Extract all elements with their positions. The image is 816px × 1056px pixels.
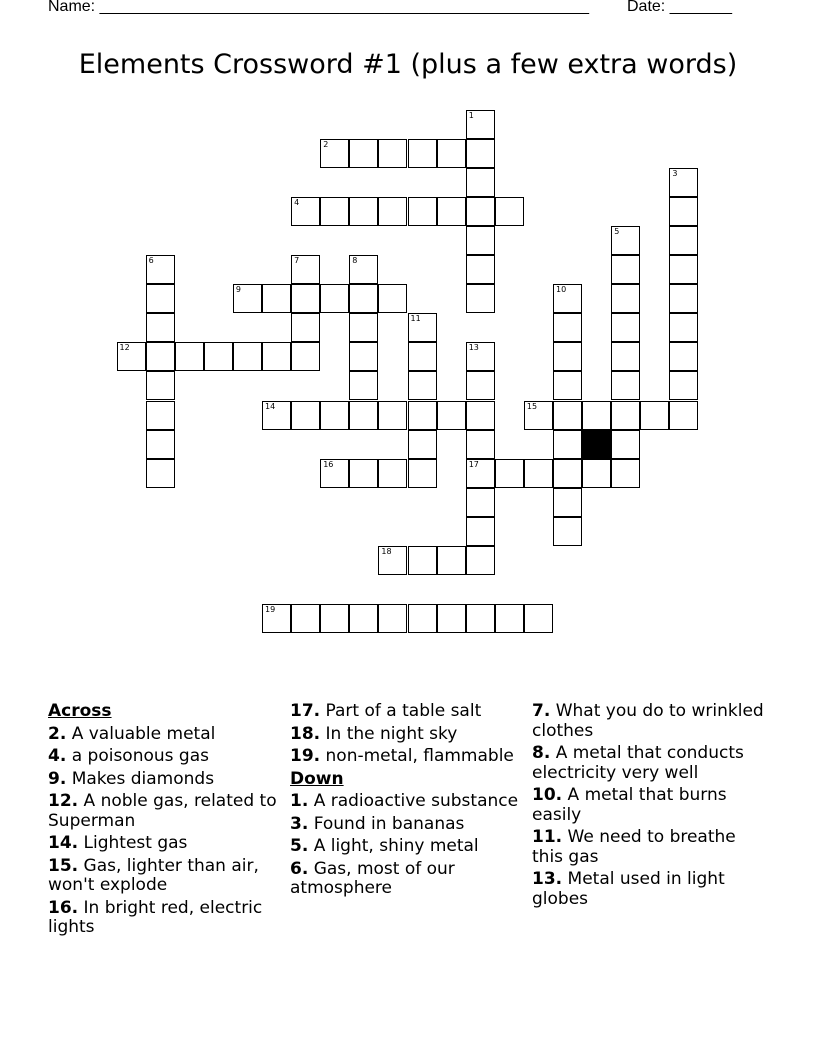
clue-text: Gas, lighter than air, won't explode — [48, 855, 259, 895]
clue-down-10 — [532, 786, 772, 825]
crossword-cell[interactable] — [553, 371, 582, 400]
clue-down-1 — [290, 792, 525, 812]
crossword-cell[interactable] — [291, 313, 320, 342]
crossword-cell[interactable] — [669, 371, 698, 400]
crossword-cell[interactable] — [320, 197, 349, 226]
clue-number-label: 12 — [119, 343, 130, 353]
crossword-cell[interactable] — [466, 604, 495, 633]
clue-number-label: 3 — [672, 168, 678, 178]
clue-number: 6. — [290, 858, 309, 879]
crossword-cell[interactable] — [437, 401, 466, 430]
crossword-cell[interactable] — [349, 197, 378, 226]
clue-down-11 — [532, 828, 772, 867]
clue-down-13 — [532, 870, 772, 909]
clue-number-label: 1 — [468, 110, 474, 120]
crossword-cell[interactable] — [349, 139, 378, 168]
clue-text: A metal that burns easily — [532, 785, 727, 825]
clue-number: 5. — [290, 836, 309, 856]
crossword-cell[interactable] — [466, 459, 495, 488]
clue-number-label: 11 — [410, 314, 421, 324]
crossword-cell[interactable] — [320, 604, 349, 633]
clue-text: non-metal, flammable — [325, 746, 514, 766]
crossword-cell[interactable] — [408, 604, 437, 633]
crossword-cell[interactable] — [669, 342, 698, 371]
clue-text: Gas, most of our atmosphere — [290, 858, 455, 898]
crossword-cell[interactable] — [349, 284, 378, 313]
crossword-cell[interactable] — [611, 459, 640, 488]
crossword-cell[interactable] — [349, 459, 378, 488]
crossword-cell[interactable] — [582, 459, 611, 488]
crossword-cell[interactable] — [146, 430, 175, 459]
crossword-cell[interactable] — [466, 284, 495, 313]
clue-across-14 — [48, 834, 283, 854]
clue-number-label: 15 — [526, 401, 538, 411]
clue-number-label: 19 — [265, 605, 276, 615]
clue-number-label: 13 — [468, 343, 479, 353]
crossword-cell[interactable] — [204, 342, 233, 371]
crossword-cell[interactable] — [146, 313, 175, 342]
crossword-cell[interactable] — [466, 226, 495, 255]
clue-number-label: 16 — [323, 459, 334, 469]
clue-down-7 — [532, 702, 772, 741]
crossword-cell[interactable] — [611, 255, 640, 284]
clue-across-19 — [290, 747, 525, 767]
clue-number: 1. — [290, 791, 309, 811]
crossword-cell[interactable] — [466, 401, 495, 430]
down-heading: Down — [290, 768, 344, 789]
crossword-cell[interactable] — [320, 459, 349, 488]
crossword-cell[interactable] — [262, 401, 291, 430]
crossword-cell[interactable] — [524, 604, 553, 633]
crossword-cell[interactable] — [291, 342, 320, 371]
clue-number: 2. — [48, 723, 67, 744]
crossword-cell[interactable] — [349, 342, 378, 371]
crossword-cell[interactable] — [553, 488, 582, 517]
name-field-label: Name: _______________________________________________________ — [48, 0, 589, 15]
clue-down-3 — [290, 815, 525, 835]
crossword-cell[interactable] — [495, 459, 524, 488]
crossword-cell[interactable] — [146, 371, 175, 400]
crossword-cell[interactable] — [291, 284, 320, 313]
clue-text: Found in bananas — [313, 813, 465, 834]
crossword-cell[interactable] — [611, 430, 640, 459]
clue-text: A noble gas, related to Superman — [48, 791, 277, 831]
crossword-cell[interactable] — [611, 226, 640, 255]
clue-column-3 — [532, 702, 772, 912]
crossword-cell[interactable] — [640, 401, 669, 430]
crossword-cell[interactable] — [495, 604, 524, 633]
crossword-cell[interactable] — [349, 255, 378, 284]
date-field-label: Date: _______ — [627, 0, 732, 15]
crossword-cell[interactable] — [553, 401, 582, 430]
crossword-cell[interactable] — [349, 313, 378, 342]
crossword-cell[interactable] — [466, 197, 495, 226]
crossword-cell[interactable] — [378, 401, 407, 430]
clue-across-4 — [48, 747, 283, 767]
clue-down-8 — [532, 744, 772, 783]
crossword-cell[interactable] — [553, 430, 582, 459]
crossword-cell[interactable] — [611, 371, 640, 400]
crossword-cell[interactable] — [669, 255, 698, 284]
clue-across-9 — [48, 770, 283, 790]
crossword-cell[interactable] — [320, 401, 349, 430]
clue-text: A radioactive substance — [313, 791, 519, 811]
clue-text: In the night sky — [325, 723, 458, 744]
clue-text: A valuable metal — [71, 723, 216, 744]
crossword-cell[interactable] — [146, 401, 175, 430]
clue-text: Lightest gas — [83, 833, 188, 853]
clue-across-12 — [48, 792, 283, 831]
crossword-cell[interactable] — [437, 139, 466, 168]
clue-number-label: 2 — [323, 139, 329, 149]
crossword-cell[interactable] — [378, 459, 407, 488]
clue-number: 14. — [48, 833, 79, 853]
crossword-cell[interactable] — [466, 255, 495, 284]
crossword-cell[interactable] — [466, 546, 495, 575]
clue-number: 17. — [290, 701, 321, 721]
clue-number: 18. — [290, 723, 321, 744]
crossword-cell[interactable] — [582, 401, 611, 430]
crossword-cell[interactable] — [408, 459, 437, 488]
crossword-cell[interactable] — [320, 139, 349, 168]
crossword-cell[interactable] — [146, 342, 175, 371]
crossword-cell[interactable] — [553, 459, 582, 488]
crossword-cell[interactable] — [466, 342, 495, 371]
clue-across-2 — [48, 725, 283, 745]
clue-text: Part of a table salt — [325, 701, 482, 721]
clue-column-1 — [48, 702, 283, 941]
clue-across-16 — [48, 899, 283, 938]
clue-number-label: 5 — [614, 226, 620, 236]
clue-number-label: 6 — [148, 256, 154, 265]
crossword-cell[interactable] — [349, 604, 378, 633]
crossword-cell[interactable] — [233, 342, 262, 371]
crossword-cell[interactable] — [117, 342, 146, 371]
clue-across-18 — [290, 725, 525, 745]
clue-text: What you do to wrinkled clothes — [532, 701, 764, 741]
across-heading: Across — [48, 701, 112, 721]
clue-text: a poisonous gas — [71, 746, 209, 766]
crossword-cell[interactable] — [437, 604, 466, 633]
crossword-cell[interactable] — [408, 139, 437, 168]
clue-number: 4. — [48, 746, 67, 766]
clue-number-label: 18 — [381, 547, 392, 556]
crossword-cell[interactable] — [408, 430, 437, 459]
crossword-cell[interactable] — [262, 342, 291, 371]
crossword-cell[interactable] — [320, 284, 349, 313]
clue-down-5 — [290, 837, 525, 857]
crossword-cell[interactable] — [669, 401, 698, 430]
crossword-cell[interactable] — [262, 284, 291, 313]
clue-text: In bright red, electric lights — [48, 897, 263, 937]
crossword-cell[interactable] — [611, 313, 640, 342]
crossword-cell[interactable] — [553, 517, 582, 546]
crossword-cell[interactable] — [553, 342, 582, 371]
crossword-cell[interactable] — [408, 313, 437, 342]
clue-number: 16. — [48, 897, 79, 918]
clue-text: We need to breathe this gas — [532, 827, 736, 867]
clue-number: 7. — [532, 701, 551, 721]
crossword-cell[interactable] — [669, 197, 698, 226]
crossword-cell[interactable] — [669, 168, 698, 197]
crossword-cell[interactable] — [175, 342, 204, 371]
clue-text: A metal that conducts electricity very well — [532, 743, 744, 783]
crossword-cell[interactable] — [349, 371, 378, 400]
clue-text: A light, shiny metal — [313, 836, 479, 856]
crossword-cell[interactable] — [349, 401, 378, 430]
clue-number: 3. — [290, 813, 309, 834]
crossword-cell[interactable] — [553, 313, 582, 342]
clue-across-17 — [290, 702, 525, 722]
clue-number-label: 14 — [265, 401, 276, 411]
clue-column-2 — [290, 702, 525, 902]
crossword-cell[interactable] — [466, 139, 495, 168]
clue-number-label: 17 — [468, 459, 479, 469]
clue-text: Makes diamonds — [71, 768, 215, 789]
clue-number-label: 4 — [294, 197, 300, 207]
clue-number: 8. — [532, 743, 551, 763]
clue-number-label: 7 — [294, 256, 300, 265]
crossword-cell[interactable] — [466, 371, 495, 400]
crossword-cell[interactable] — [437, 546, 466, 575]
clue-number: 15. — [48, 855, 79, 876]
clue-number-label: 10 — [556, 285, 567, 295]
crossword-cell[interactable] — [378, 197, 407, 226]
crossword-cell[interactable] — [146, 284, 175, 313]
crossword-cell[interactable] — [611, 401, 640, 430]
crossword-cell[interactable] — [408, 546, 437, 575]
crossword-cell[interactable] — [437, 197, 466, 226]
crossword-cell[interactable] — [466, 517, 495, 546]
clue-number: 12. — [48, 791, 79, 811]
crossword-cell[interactable] — [146, 255, 175, 284]
crossword-cell[interactable] — [466, 168, 495, 197]
crossword-cell[interactable] — [611, 342, 640, 371]
crossword-cell[interactable] — [553, 284, 582, 313]
page-title: Elements Crossword #1 (plus a few extra words) — [78, 49, 738, 80]
crossword-cell[interactable] — [233, 284, 262, 313]
crossword-cell[interactable] — [669, 284, 698, 313]
crossword-cell[interactable] — [466, 488, 495, 517]
clue-number: 9. — [48, 768, 67, 789]
clue-number: 11. — [532, 827, 563, 847]
crossword-cell[interactable] — [408, 371, 437, 400]
clue-number: 13. — [532, 869, 563, 889]
clue-number-label: 8 — [352, 256, 358, 265]
crossword-cell[interactable] — [524, 401, 553, 430]
crossword-cell[interactable] — [291, 197, 320, 226]
crossword-cell[interactable] — [669, 226, 698, 255]
crossword-cell[interactable] — [262, 604, 291, 633]
crossword-cell[interactable] — [669, 313, 698, 342]
crossword-cell[interactable] — [408, 401, 437, 430]
crossword-cell[interactable] — [291, 255, 320, 284]
crossword-cell[interactable] — [611, 284, 640, 313]
clue-number: 10. — [532, 785, 563, 805]
crossword-cell[interactable] — [378, 604, 407, 633]
crossword-cell[interactable] — [408, 197, 437, 226]
crossword-cell[interactable] — [378, 546, 407, 575]
crossword-cell[interactable] — [466, 430, 495, 459]
crossword-cell[interactable] — [378, 139, 407, 168]
clue-number-label: 9 — [235, 285, 241, 295]
clue-number: 19. — [290, 746, 321, 766]
crossword-cell[interactable] — [291, 401, 320, 430]
crossword-black-square — [582, 430, 611, 459]
clue-across-15 — [48, 857, 283, 896]
crossword-cell[interactable] — [524, 459, 553, 488]
clue-text: Metal used in light globes — [532, 869, 725, 909]
crossword-cell[interactable] — [378, 284, 407, 313]
crossword-cell[interactable] — [495, 197, 524, 226]
clue-down-6 — [290, 860, 525, 899]
crossword-cell[interactable] — [408, 342, 437, 371]
crossword-cell[interactable] — [466, 110, 495, 139]
crossword-cell[interactable] — [291, 604, 320, 633]
crossword-cell[interactable] — [146, 459, 175, 488]
